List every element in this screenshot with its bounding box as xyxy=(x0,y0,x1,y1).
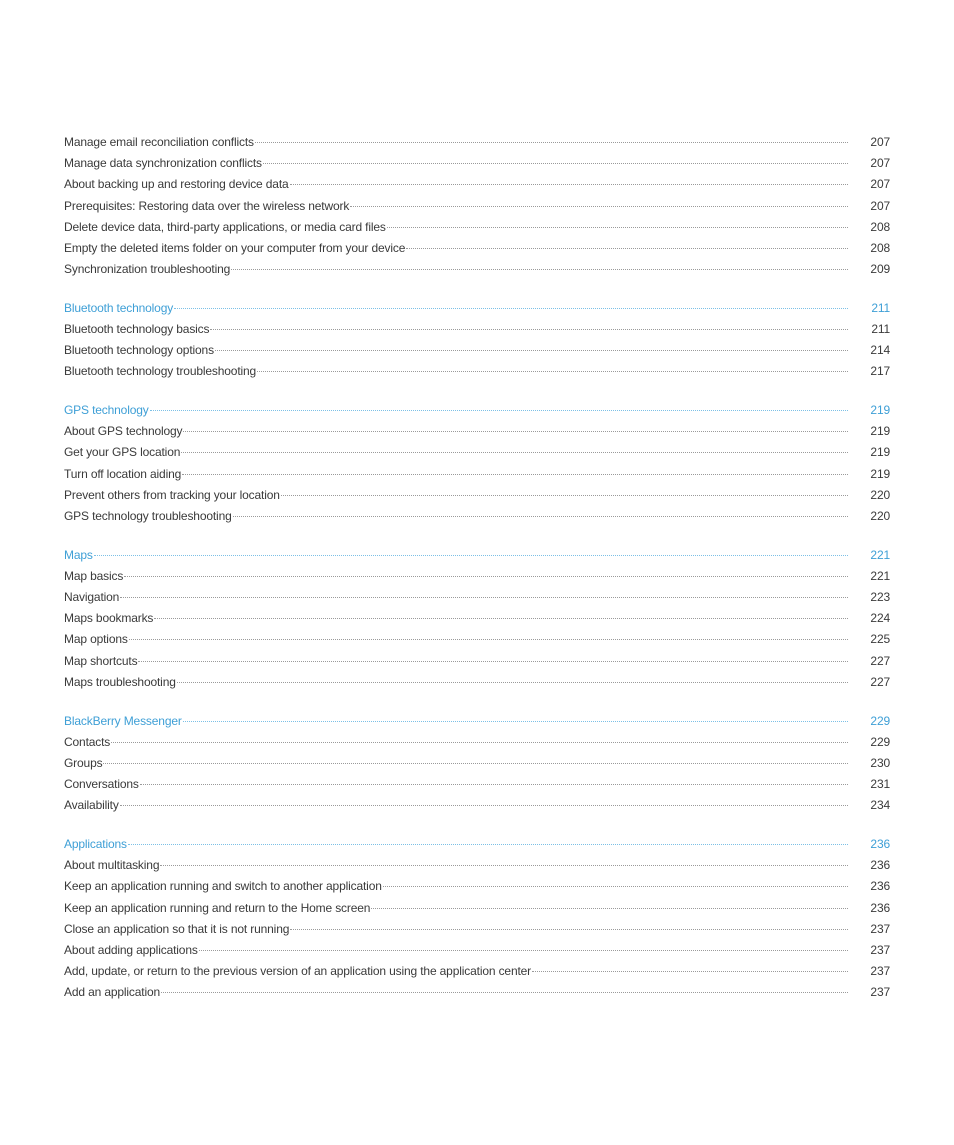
toc-entry-title: Delete device data, third-party applications, or media card files xyxy=(64,219,386,234)
toc-entry-link[interactable] xyxy=(64,238,890,259)
dot-leader xyxy=(215,350,848,351)
dot-leader xyxy=(199,950,848,951)
dot-leader xyxy=(154,618,848,619)
dot-leader xyxy=(532,971,848,972)
toc-entry-title: Maps bookmarks xyxy=(64,611,154,626)
toc-entry-link[interactable] xyxy=(64,506,890,527)
page-number: 229 xyxy=(870,713,890,728)
toc-entry-title: Manage data synchronization conflicts xyxy=(64,156,262,171)
toc-chapter-link[interactable] xyxy=(64,545,890,566)
dot-leader xyxy=(160,865,848,866)
toc-entry-title: Contacts xyxy=(64,734,111,749)
toc-entry-link[interactable] xyxy=(64,464,890,485)
dot-leader xyxy=(210,329,848,330)
page-number: 237 xyxy=(870,964,890,979)
toc-entry-title: Close an application so that it is not running xyxy=(64,921,290,936)
page-number: 227 xyxy=(870,674,890,689)
toc-entry-link[interactable] xyxy=(64,587,890,608)
toc-entry-title: Maps troubleshooting xyxy=(64,674,176,689)
page-number: 237 xyxy=(870,921,890,936)
toc-section xyxy=(64,132,890,280)
toc-entry-title: Synchronization troubleshooting xyxy=(64,262,231,277)
dot-leader xyxy=(120,805,848,806)
toc-entry-link[interactable] xyxy=(64,774,890,795)
toc-entry-link[interactable] xyxy=(64,196,890,217)
page-number: 207 xyxy=(870,198,890,213)
dot-leader xyxy=(383,886,848,887)
page-number: 219 xyxy=(870,445,890,460)
page-number: 207 xyxy=(870,177,890,192)
page-number: 208 xyxy=(870,219,890,234)
page-number: 214 xyxy=(870,343,890,358)
toc-entry-title: Prevent others from tracking your location xyxy=(64,487,280,502)
toc-entry-link[interactable] xyxy=(64,259,890,280)
page-number: 219 xyxy=(870,403,890,418)
dot-leader xyxy=(255,142,848,143)
toc-entry-link[interactable] xyxy=(64,898,890,919)
page-number: 207 xyxy=(870,135,890,149)
toc-entry-title: Groups xyxy=(64,755,103,770)
toc-entry-link[interactable] xyxy=(64,174,890,195)
dot-leader xyxy=(257,371,848,372)
toc-entry-title: Map shortcuts xyxy=(64,653,138,668)
toc-entry-title: Add an application xyxy=(64,985,161,1000)
dot-leader xyxy=(233,516,848,517)
page-number: 224 xyxy=(870,611,890,626)
page-number: 231 xyxy=(870,777,890,792)
dot-leader xyxy=(128,844,848,845)
toc-entry-title: Keep an application running and switch to another application xyxy=(64,879,382,894)
dot-leader xyxy=(371,908,848,909)
page-number: 211 xyxy=(871,322,890,336)
toc-chapter-link[interactable] xyxy=(64,711,890,732)
toc-entry-link[interactable] xyxy=(64,855,890,876)
toc-entry-title: Prerequisites: Restoring data over the wireless network xyxy=(64,198,350,213)
dot-leader xyxy=(290,929,848,930)
toc-entry-title: Empty the deleted items folder on your computer from your device xyxy=(64,240,406,255)
dot-leader xyxy=(150,410,848,411)
toc-section xyxy=(64,400,890,527)
dot-leader xyxy=(120,597,848,598)
toc-entry-link[interactable] xyxy=(64,217,890,238)
page-number: 225 xyxy=(870,632,890,647)
toc-entry-title: Add, update, or return to the previous version of an application using the application center xyxy=(64,964,532,979)
page-number: 230 xyxy=(870,755,890,770)
toc-entry-link[interactable] xyxy=(64,319,890,340)
toc-chapter-title: BlackBerry Messenger xyxy=(64,713,182,728)
toc-entry-link[interactable] xyxy=(64,153,890,174)
toc-entry-link[interactable] xyxy=(64,566,890,587)
toc-entry-title: About GPS technology xyxy=(64,424,183,439)
page-number: 237 xyxy=(870,985,890,1000)
dot-leader xyxy=(124,576,848,577)
toc-entry-title: Availability xyxy=(64,798,119,813)
toc-entry-title: GPS technology troubleshooting xyxy=(64,509,232,523)
toc-entry-link[interactable] xyxy=(64,876,890,897)
toc-chapter-title: Maps xyxy=(64,547,93,562)
toc-entry-link[interactable] xyxy=(64,961,890,982)
dot-leader xyxy=(290,184,848,185)
dot-leader xyxy=(161,992,848,993)
dot-leader xyxy=(138,661,848,662)
dot-leader xyxy=(182,474,848,475)
toc-entry-link[interactable] xyxy=(64,919,890,940)
page-number: 211 xyxy=(871,300,890,315)
page-number: 219 xyxy=(870,466,890,481)
dot-leader xyxy=(406,248,848,249)
toc-section xyxy=(64,834,890,1004)
table-of-contents xyxy=(64,132,890,1003)
dot-leader xyxy=(263,163,848,164)
toc-chapter-link[interactable] xyxy=(64,400,890,421)
toc-entry-title: Bluetooth technology options xyxy=(64,343,214,358)
page-number: 217 xyxy=(870,364,890,379)
toc-entry-link[interactable] xyxy=(64,421,890,442)
toc-entry-link[interactable] xyxy=(64,361,890,382)
dot-leader xyxy=(183,431,848,432)
toc-entry-title: About multitasking xyxy=(64,858,160,873)
toc-entry-link[interactable] xyxy=(64,982,890,1003)
toc-entry-link[interactable] xyxy=(64,651,890,672)
page-number: 209 xyxy=(870,262,890,277)
page-number: 237 xyxy=(870,942,890,957)
toc-entry-link[interactable] xyxy=(64,732,890,753)
dot-leader xyxy=(281,495,848,496)
toc-entry-title: Keep an application running and return to the Home screen xyxy=(64,900,371,915)
toc-entry-title: Get your GPS location xyxy=(64,445,181,460)
toc-chapter-title: Bluetooth technology xyxy=(64,300,174,315)
toc-entry-link[interactable] xyxy=(64,340,890,361)
page-number: 236 xyxy=(870,858,890,873)
toc-section xyxy=(64,711,890,817)
page-number: 208 xyxy=(870,240,890,255)
dot-leader xyxy=(140,784,848,785)
toc-entry-link[interactable] xyxy=(64,629,890,650)
dot-leader xyxy=(103,763,848,764)
toc-entry-title: Map basics xyxy=(64,568,124,583)
page-number: 236 xyxy=(870,879,890,894)
dot-leader xyxy=(231,269,848,270)
dot-leader xyxy=(181,452,848,453)
page-number: 220 xyxy=(870,509,890,523)
toc-section xyxy=(64,298,890,383)
toc-entry-title: Turn off location aiding xyxy=(64,466,182,481)
page-number: 229 xyxy=(870,734,890,749)
page-number: 219 xyxy=(870,424,890,439)
toc-entry-title: Navigation xyxy=(64,590,120,605)
dot-leader xyxy=(387,227,848,228)
toc-entry-link[interactable] xyxy=(64,795,890,816)
toc-entry-title: Bluetooth technology troubleshooting xyxy=(64,364,257,379)
page-number: 223 xyxy=(870,590,890,605)
dot-leader xyxy=(94,555,848,556)
toc-entry-title: Map options xyxy=(64,632,128,647)
toc-entry-title: Bluetooth technology basics xyxy=(64,322,210,336)
toc-chapter-link[interactable] xyxy=(64,298,890,319)
toc-section xyxy=(64,545,890,693)
toc-entry-link[interactable] xyxy=(64,132,890,153)
dot-leader xyxy=(174,308,848,309)
page-number: 220 xyxy=(870,487,890,502)
page-number: 221 xyxy=(870,568,890,583)
page-number: 227 xyxy=(870,653,890,668)
toc-entry-title: About adding applications xyxy=(64,942,198,957)
dot-leader xyxy=(129,639,848,640)
toc-entry-link[interactable] xyxy=(64,608,890,629)
dot-leader xyxy=(177,682,848,683)
page-number: 234 xyxy=(870,798,890,813)
toc-chapter-link[interactable] xyxy=(64,834,890,855)
page-number: 221 xyxy=(870,547,890,562)
toc-entry-title: About backing up and restoring device data xyxy=(64,177,289,192)
toc-entry-link[interactable] xyxy=(64,940,890,961)
toc-entry-link[interactable] xyxy=(64,442,890,463)
dot-leader xyxy=(350,206,848,207)
page-number: 207 xyxy=(870,156,890,171)
toc-entry-link[interactable] xyxy=(64,753,890,774)
toc-entry-link[interactable] xyxy=(64,672,890,693)
toc-entry-title: Conversations xyxy=(64,777,139,792)
toc-chapter-title: Applications xyxy=(64,836,127,851)
page-number: 236 xyxy=(870,900,890,915)
toc-entry-title: Manage email reconciliation conflicts xyxy=(64,135,254,149)
toc-chapter-title: GPS technology xyxy=(64,403,149,418)
toc-entry-link[interactable] xyxy=(64,485,890,506)
dot-leader xyxy=(183,721,848,722)
dot-leader xyxy=(111,742,848,743)
page-number: 236 xyxy=(870,836,890,851)
